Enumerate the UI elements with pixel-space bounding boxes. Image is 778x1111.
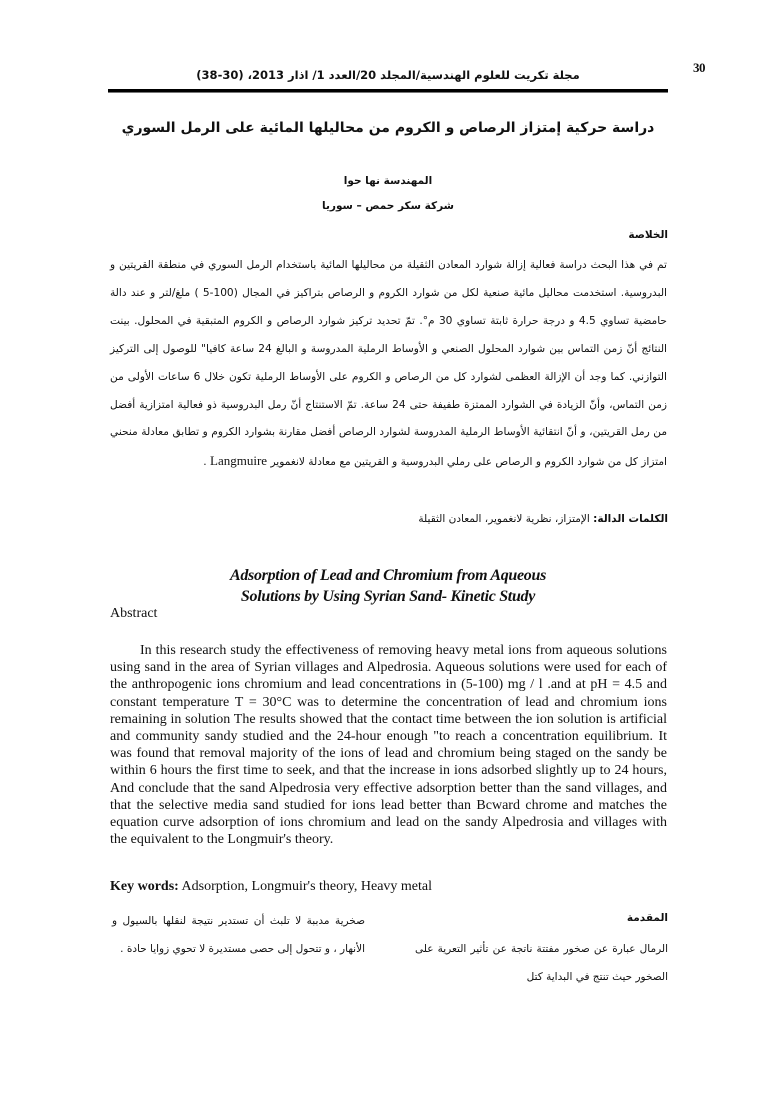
english-paper-title <box>108 565 668 607</box>
english-keywords-label: Key words: <box>110 879 179 894</box>
author-affiliation: شركة سكر حمص – سوريا <box>322 200 454 212</box>
arabic-abstract <box>110 252 667 477</box>
arabic-abstract-body: تم في هذا البحث دراسة فعالية إزالة شوارد المعادن الثقيلة من محاليلها المائية باستخدام الرمل السوري في منطقة القريتين و البدروسية. استخدمت محاليل مائية صنعية لكل من شوارد الكروم و الرصاص بتراكيز في المجال (100-5 ) ملغ/لتر و عند دالة حامضية تساوي 4.5 و درجة حرارة ثابتة تساوي 30 م°. تمّ تحديد تركيز شوارد الرصاص و الكروم المتبقية في المحلول. بينت النتائج أنّ زمن التماس بين شوارد المحلول الصنعي و الأوساط الرملية المدروسة و البالغ 24 ساعة كافيا" للوصول إلى التركيز التوازني. كما وجد أن الإزالة العظمى لشوارد كل من الرصاص و الكروم على الأوساط الرملية تكون خلال 6 ساعات الأولى من زمن التماس، وأنّ الزيادة في الشوارد الممتزة طفيفة حتى 24 ساعة. تمّ الاستنتاج أنّ رمل البدروسية ذو فعالية امتزازية أفضل من رمل القريتين، و أنّ انتقائية الأوساط الرملية المدروسة لشوارد الرصاص أفضل مقارنة بشوارد الكروم و تطابق معادلة منحني امتزاز كل من شوارد الكروم و الرصاص على رملي البدروسية و القريتين مع معادلة لانغموير <box>110 259 667 469</box>
arabic-abstract-latin-term: Langmuire <box>210 453 268 469</box>
page-number: 30 <box>693 60 705 75</box>
english-title-line-1: Adsorption of Lead and Chromium from Aqueous <box>229 567 547 584</box>
author-name: المهندسة نها حوا <box>343 175 433 187</box>
journal-running-header: مجلة تكريت للعلوم الهندسية/المجلد 20/العدد 1/ اذار 2013، (30-38) <box>196 68 580 82</box>
arabic-paper-title: دراسة حركية إمتزاز الرصاص و الكروم من محاليلها المائية على الرمل السوري <box>121 120 655 136</box>
header-divider <box>108 89 668 93</box>
arabic-abstract-end-mark: . <box>203 456 211 469</box>
introduction-right-column: الرمال عبارة عن صخور مفتتة ناتجة عن تأثير التعرية على الصخور حيث تنتج في البداية كتل <box>415 943 668 983</box>
arabic-keywords-label: الكلمات الدالة: <box>593 513 668 525</box>
english-abstract: In this research study the effectiveness of removing heavy metal ions from aqueous solutions using sand in the area of Syrian villages and Alpedrosia. Aqueous solutions were used for each of the anthropogenic ions chromium and lead concentrations in (5-100) mg / l .and at pH = 4.5 and constant temperature T = 30°C was to determine the concentration of lead and chromium ions remaining in solution The results showed that the contact time between the ion solution is artificial and community sandy studied and the 24-hour enough "to reach a concentration equilibrium. It was found that removal majority of the ions of lead and chromium being staged on the sandy be within 6 hours the first time to seek, and that the increase in ions adsorbed slightly up to 24 hours, And conclude that the sand Alpedrosia very effective adsorption better than the sand villages, and that the selective media sand studied for ions lead better than Bcward chrome and matches the equation curve adsorption of ions chromium and lead on the sandy Alpedrosia and villages with the equivalent to the Longmuir's theory. <box>110 643 667 848</box>
introduction-heading: المقدمة <box>626 912 668 924</box>
introduction-left-column: صخرية مدببة لا تلبث أن تستدير نتيجة لنقلها بالسيول و الأنهار ، و تتحول إلى حصى مستديرة لا تحوي زوايا حادة . <box>112 915 365 955</box>
english-abstract-heading: Abstract <box>110 606 158 621</box>
english-keywords-text: Adsorption, Longmuir's theory, Heavy metal <box>178 879 433 894</box>
arabic-keywords-text: الإمتزاز، نظرية لانغموير، المعادن الثقيلة <box>418 513 594 525</box>
english-title-line-2: Solutions by Using Syrian Sand- Kinetic Study <box>240 588 536 605</box>
arabic-abstract-heading: الخلاصة <box>628 229 668 241</box>
english-keywords <box>110 879 432 895</box>
arabic-keywords <box>418 513 668 525</box>
